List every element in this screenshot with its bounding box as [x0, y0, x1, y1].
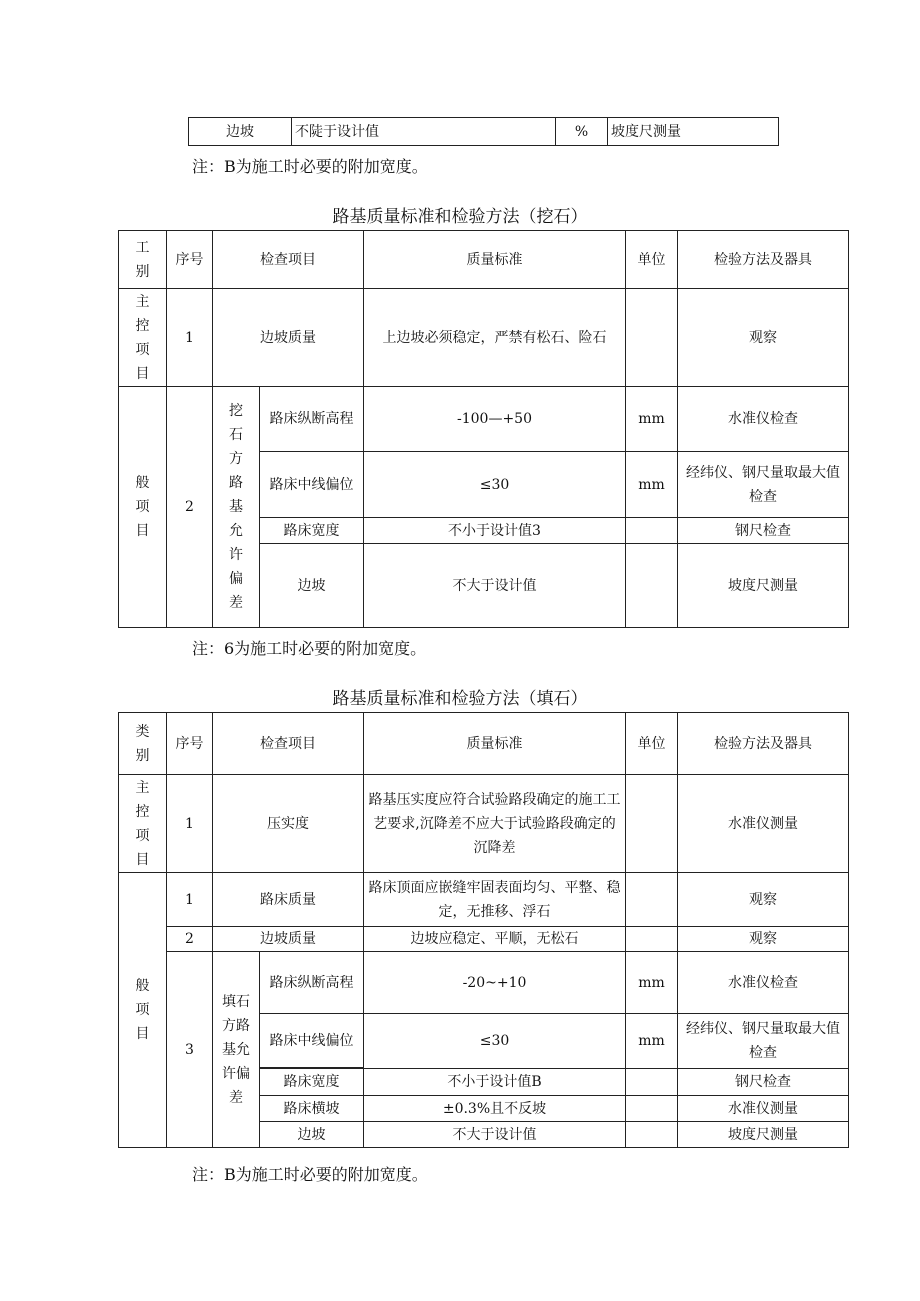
row1-unit [626, 873, 678, 927]
row-standard: ±0.3%且不反坡 [364, 1096, 626, 1122]
general-category: 般项目 [119, 387, 167, 628]
row-item: 路床横坡 [260, 1096, 364, 1122]
row-unit [626, 1096, 678, 1122]
main-unit [626, 775, 678, 873]
top-item: 边坡 [189, 118, 292, 146]
row-item: 路床纵断高程 [260, 952, 364, 1014]
row-method: 水准仪检查 [678, 387, 849, 452]
row-standard: 不大于设计值 [364, 1122, 626, 1148]
fill-group: 填石方路基允许偏差 [213, 952, 260, 1148]
header-seq: 序号 [167, 713, 213, 775]
header-item: 检查项目 [213, 713, 364, 775]
top-standard: 不陡于设计值 [292, 118, 556, 146]
top-unit: % [556, 118, 608, 146]
table2-title: 路基质量标准和检验方法（填石） [332, 689, 588, 709]
header-unit: 单位 [626, 231, 678, 289]
row-method: 钢尺检查 [678, 1069, 849, 1096]
main-category: 主控项目 [119, 289, 167, 387]
row-unit: mm [626, 1014, 678, 1069]
row1-standard: 路床顶面应嵌缝牢固表面均匀、平整、稳定，无推移、浮石 [364, 873, 626, 927]
row2-seq: 2 [167, 927, 213, 952]
row-method: 坡度尺测量 [678, 1122, 849, 1148]
table-excavation [118, 230, 849, 628]
note-1: 注：B为施工时必要的附加宽度。 [192, 157, 428, 176]
row1-item: 路床质量 [213, 873, 364, 927]
table1-title: 路基质量标准和检验方法（挖石） [332, 207, 588, 227]
header-standard: 质量标准 [364, 713, 626, 775]
row2-standard: 边坡应稳定、平顺，无松石 [364, 927, 626, 952]
main-unit [626, 289, 678, 387]
general-category: 般项目 [119, 873, 167, 1148]
row-unit: mm [626, 452, 678, 518]
row-method: 经纬仪、钢尺量取最大值检查 [678, 1014, 849, 1069]
row-method: 水准仪检查 [678, 952, 849, 1014]
main-method: 水准仪测量 [678, 775, 849, 873]
row1-seq: 1 [167, 873, 213, 927]
general-group: 挖石方路基允许偏差 [213, 387, 260, 628]
main-standard: 路基压实度应符合试验路段确定的施工工艺要求,沉降差不应大于试验路段确定的沉降差 [364, 775, 626, 873]
row1-method: 观察 [678, 873, 849, 927]
row-method: 经纬仪、钢尺量取最大值检查 [678, 452, 849, 518]
row-item: 边坡 [260, 1122, 364, 1148]
row2-unit [626, 927, 678, 952]
row-item: 路床中线偏位 [260, 452, 364, 518]
header-method: 检验方法及器具 [678, 231, 849, 289]
header-item: 检查项目 [213, 231, 364, 289]
main-method: 观察 [678, 289, 849, 387]
row-method: 坡度尺测量 [678, 544, 849, 628]
row-unit [626, 1069, 678, 1096]
general-seq: 2 [167, 387, 213, 628]
note-3: 注：B为施工时必要的附加宽度。 [192, 1165, 428, 1184]
row-item: 路床宽度 [260, 1069, 364, 1096]
top-partial-table [188, 117, 779, 146]
row-unit: mm [626, 952, 678, 1014]
row-unit: mm [626, 387, 678, 452]
header-seq: 序号 [167, 231, 213, 289]
row-method: 水准仪测量 [678, 1096, 849, 1122]
main-item: 边坡质量 [213, 289, 364, 387]
row-standard: -20~+10 [364, 952, 626, 1014]
main-seq: 1 [167, 775, 213, 873]
header-unit: 单位 [626, 713, 678, 775]
header-category: 工别 [119, 231, 167, 289]
row-item: 路床中线偏位 [260, 1014, 364, 1068]
row-standard: -100—+50 [364, 387, 626, 452]
row-standard: ≤30 [364, 452, 626, 518]
row-item: 路床纵断高程 [260, 387, 364, 452]
row-standard: 不小于设计值3 [364, 518, 626, 544]
row-unit [626, 1122, 678, 1148]
row2-item: 边坡质量 [213, 927, 364, 952]
row-standard: 不小于设计值B [364, 1069, 626, 1096]
table-fill [118, 712, 849, 1148]
header-category: 类别 [119, 713, 167, 775]
row-method: 钢尺检查 [678, 518, 849, 544]
seq-3: 3 [167, 952, 213, 1148]
main-item: 压实度 [213, 775, 364, 873]
top-method: 坡度尺测量 [608, 118, 779, 146]
main-category: 主控项目 [119, 775, 167, 873]
row-item: 路床宽度 [260, 518, 364, 544]
header-method: 检验方法及器具 [678, 713, 849, 775]
main-standard: 上边坡必须稳定，严禁有松石、险石 [364, 289, 626, 387]
row-unit [626, 518, 678, 544]
note-2: 注：6为施工时必要的附加宽度。 [192, 639, 427, 658]
row-unit [626, 544, 678, 628]
row2-method: 观察 [678, 927, 849, 952]
row-standard: 不大于设计值 [364, 544, 626, 628]
row-item: 边坡 [260, 544, 364, 628]
main-seq: 1 [167, 289, 213, 387]
row-standard: ≤30 [364, 1014, 626, 1069]
header-standard: 质量标准 [364, 231, 626, 289]
